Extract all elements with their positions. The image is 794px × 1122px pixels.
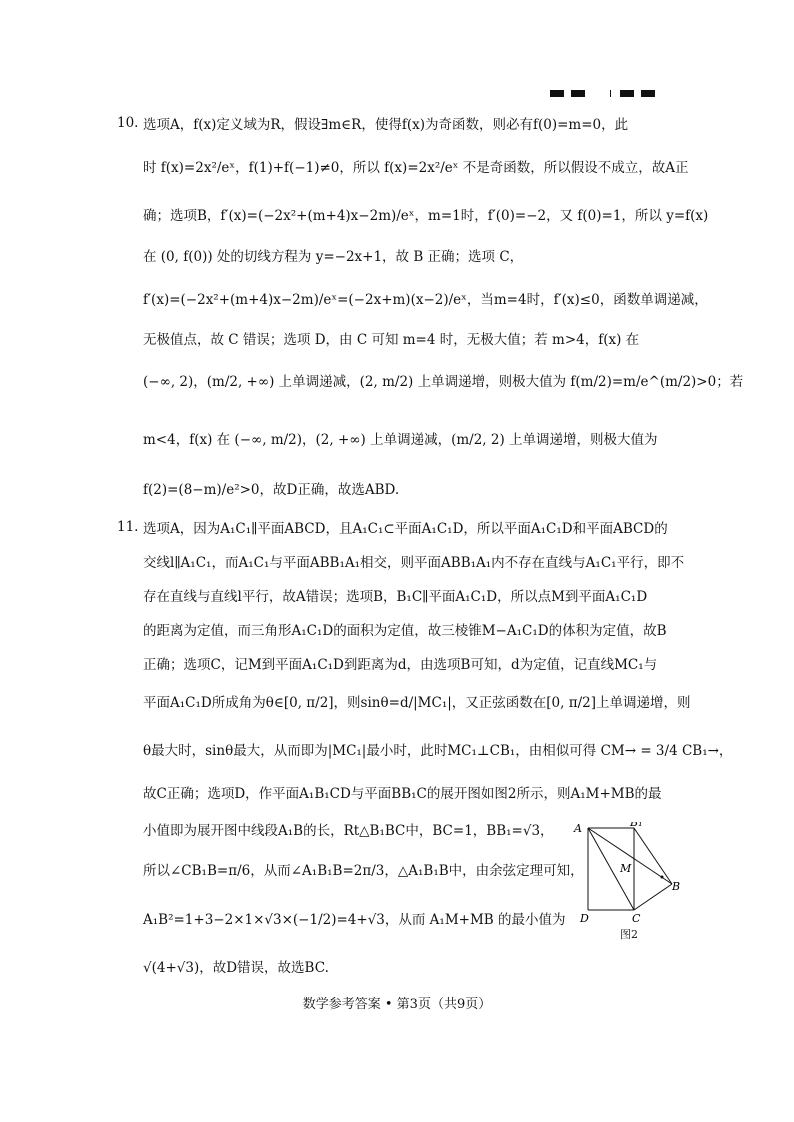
- figure-label-B1: B₁: [630, 822, 643, 829]
- q11-line-4: 的距离为定值，而三角形A₁C₁D的面积为定值，故三棱锥M−A₁C₁D的体积为定值，故B: [143, 623, 667, 639]
- q10-line-2: 时 f(x)=2x²/eˣ，f(1)+f(−1)≠0，所以 f(x)=2x²/eˣ 不是奇函数，所以假设不成立，故A正: [143, 160, 689, 176]
- q10-line-9: f(2)=(8−m)/e²>0，故D正确，故选ABD.: [143, 482, 400, 498]
- figure-label-M: M: [620, 862, 632, 875]
- q10-line-5: f′(x)=(−2x²+(m+4)x−2m)/eˣ=(−2x+m)(x−2)/eˣ，当m=4时，f′(x)≤0，函数单调递减，: [143, 292, 708, 308]
- figure-2: [572, 822, 687, 942]
- q11-line-1: 选项A，因为A₁C₁∥平面ABCD，且A₁C₁⊂平面A₁C₁D，所以平面A₁C₁D和平面ABCD的: [143, 521, 668, 537]
- q11-line-11: A₁B²=1+3−2×1×√3×(−1/2)=4+√3，从而 A₁M+MB 的最小值为: [143, 912, 566, 928]
- q10-line-8: m<4，f(x) 在 (−∞, m/2)，(2, +∞) 上单调递减，(m/2, 2) 上单调递增，则极大值为: [143, 432, 658, 448]
- q10-line-3: 确；选项B，f′(x)=(−2x²+(m+4)x−2m)/eˣ，m=1时，f′(0)=−2，又 f(0)=1，所以 y=f(x): [143, 208, 709, 224]
- q11-line-3: 存在直线与直线l平行，故A错误；选项B，B₁C∥平面A₁C₁D，所以点M到平面A₁C₁D: [143, 589, 648, 605]
- q11-line-10: 所以∠CB₁B=π/6，从而∠A₁B₁B=2π/3，△A₁B₁B中，由余弦定理可知，: [143, 863, 584, 879]
- q10-line-4: 在 (0, f(0)) 处的切线方程为 y=−2x+1，故 B 正确；选项 C，: [143, 249, 524, 265]
- figure-label-D: D: [580, 912, 589, 925]
- figure-caption: 图2: [620, 928, 638, 941]
- figure-label-A: A: [574, 822, 582, 835]
- q10-line-7: (−∞, 2)，(m/2, +∞) 上单调递减，(2, m/2) 上单调递增，则极大值为 f(m/2)=m/e^(m/2)>0；若: [143, 374, 744, 390]
- figure-label-B: B: [672, 880, 681, 893]
- q10-line-1: 选项A，f(x)定义域为R，假设∃m∈R，使得f(x)为奇函数，则必有f(0)=m=0，此: [143, 117, 629, 133]
- figure-label-C: C: [632, 912, 641, 925]
- q10-number: 10.: [117, 115, 139, 131]
- q11-line-7: θ最大时，sinθ最大，从而即为|MC₁|最小时，此时MC₁⊥CB₁，由相似可得 CM→ = 3/4 CB₁→，: [143, 743, 733, 759]
- q11-line-9: 小值即为展开图中线段A₁B的长，Rt△B₁BC中，BC=1，BB₁=√3，: [143, 823, 554, 839]
- q11-line-8: 故C正确；选项D，作平面A₁B₁CD与平面BB₁C的展开图如图2所示，则A₁M+MB的最: [143, 786, 662, 802]
- q11-line-5: 正确；选项C，记M到平面A₁C₁D到距离为d，由选项B可知，d为定值，记直线MC₁与: [143, 657, 658, 673]
- page-footer: 数学参考答案 • 第3页（共9页）: [302, 997, 492, 1012]
- q11-number: 11.: [117, 519, 139, 535]
- q11-line-6: 平面A₁C₁D所成角为θ∈[0, π/2]，则sinθ=d/|MC₁|，又正弦函数在[0, π/2]上单调递增，则: [143, 695, 691, 711]
- q11-line-2: 交线l∥A₁C₁，而A₁C₁与平面ABB₁A₁相交，则平面ABB₁A₁内不存在直线与A₁C₁平行，即不: [143, 555, 685, 571]
- q11-line-12: √(4+√3)，故D错误，故选BC.: [143, 960, 329, 976]
- q10-line-6: 无极值点，故 C 错误；选项 D，由 C 可知 m=4 时，无极大值；若 m>4，f(x) 在: [143, 332, 640, 348]
- figure-2-diagram: [572, 822, 687, 932]
